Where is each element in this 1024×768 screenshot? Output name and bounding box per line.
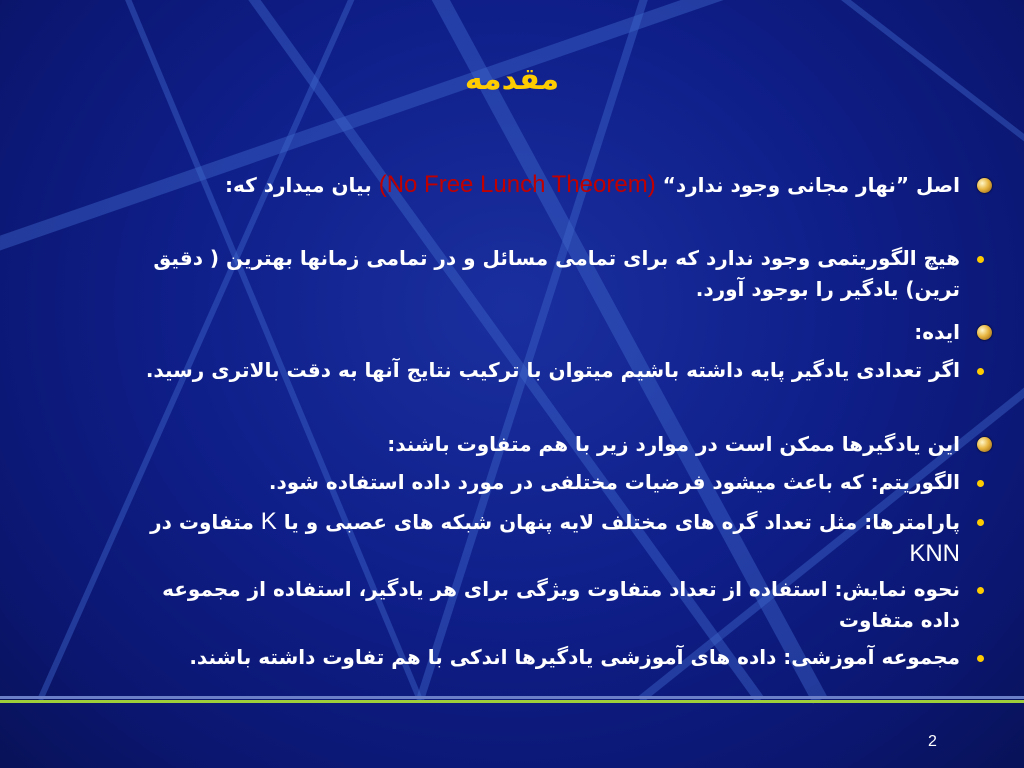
bullet-text: هیچ الگوریتمی وجود ندارد که برای تمامی مسائل و در تمامی زمانها بهترین ( دقیق ترین) یادگیر را بوجود آورد. [153, 246, 960, 301]
text-part: متفاوت در [150, 510, 261, 534]
bullet-text: الگوریتم: که باعث میشود فرضیات مختلفی در مورد داده استفاده شود. [268, 470, 960, 494]
page-number: 2 [928, 733, 937, 750]
parameter-k: K [260, 508, 277, 535]
dot-bullet-icon [977, 587, 984, 594]
bullet-item-learners-differ [90, 428, 990, 460]
sub-bullet-training-set [132, 642, 990, 673]
bullet-item-idea [90, 316, 990, 348]
dot-bullet-icon [977, 256, 984, 263]
dot-bullet-icon [977, 655, 984, 662]
gold-sphere-bullet-icon [977, 437, 992, 452]
gold-sphere-bullet-icon [977, 178, 992, 193]
text-part: پارامترها: مثل تعداد گره های مختلف لایه پنهان شبکه های عصبی و یا [276, 510, 960, 534]
text-part: بیان میدارد که: [225, 173, 379, 197]
dot-bullet-icon [977, 480, 984, 487]
term-knn: KNN [909, 540, 960, 567]
bullet-item-no-free-lunch [90, 169, 990, 201]
dot-bullet-icon [977, 519, 984, 526]
dot-bullet-icon [977, 368, 984, 375]
sub-bullet-no-best-algorithm [132, 243, 990, 305]
text-part: اصل ”نهار مجانی وجود ندارد“ [655, 173, 960, 197]
slide-content [70, 0, 990, 696]
bullet-text: اگر تعدادی یادگیر پایه داشته باشیم میتوان با ترکیب نتایج آنها به دقت بالاتری رسید. [145, 358, 960, 382]
english-term: (No Free Lunch Theorem) [378, 171, 656, 198]
bullet-text: مجموعه آموزشی: داده های آموزشی یادگیرها اندکی با هم تفاوت داشته باشند. [189, 645, 960, 669]
gold-sphere-bullet-icon [977, 325, 992, 340]
footer-divider-top [0, 696, 1024, 699]
sub-bullet-representation [132, 574, 990, 636]
bullet-text: ایده: [914, 320, 960, 344]
bullet-text [132, 506, 960, 570]
bullet-text [90, 169, 960, 201]
bullet-text: نحوه نمایش: استفاده از تعداد متفاوت ویژگی برای هر یادگیر، استفاده از مجموعه داده متفاوت [162, 577, 960, 632]
sub-bullet-algorithm [132, 467, 990, 498]
sub-bullet-parameters [132, 506, 990, 570]
bullet-text: این یادگیرها ممکن است در موارد زیر با هم متفاوت باشند: [387, 432, 960, 456]
footer-divider-bottom [0, 700, 1024, 703]
sub-bullet-combine-learners [132, 355, 990, 386]
slide-title: مقدمه [464, 62, 560, 97]
